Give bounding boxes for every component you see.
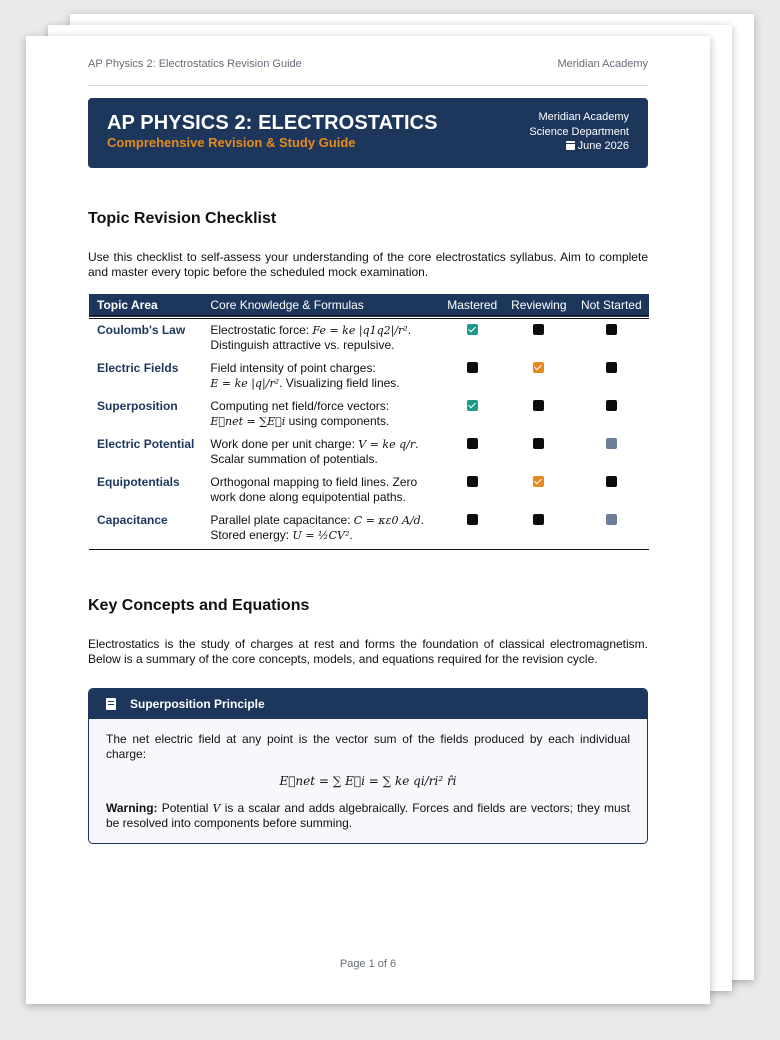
col-reviewing: Reviewing (504, 294, 574, 317)
topic-name: Superposition (97, 399, 178, 413)
banner-school: Meridian Academy (538, 111, 629, 123)
checklist-row (89, 317, 649, 357)
warning-variable: V (212, 802, 221, 815)
checked-checkbox-icon[interactable] (533, 476, 544, 487)
running-header (88, 56, 648, 86)
topic-name: Coulomb's Law (97, 323, 186, 337)
status-cell-reviewing (504, 357, 574, 395)
topic-description (202, 317, 440, 357)
description-line-1: Work done per unit charge: (210, 437, 359, 451)
book-icon (106, 698, 116, 710)
col-not-started: Not Started (574, 294, 649, 317)
status-cell-reviewing (504, 395, 574, 433)
topic-description (202, 433, 440, 471)
topic-description (202, 395, 440, 433)
superposition-box-body (106, 732, 630, 831)
col-topic-area: Topic Area (89, 294, 202, 317)
checklist-row (89, 471, 649, 509)
description-line-2: Stored energy: (210, 528, 293, 542)
checklist-row (89, 433, 649, 471)
checklist-row (89, 395, 649, 433)
checkbox-icon[interactable] (533, 324, 544, 335)
superposition-box-header (89, 689, 647, 719)
checklist-row (89, 509, 649, 550)
warning-pre: Potential (157, 801, 213, 815)
checklist-header-row (89, 294, 649, 317)
checkbox-icon[interactable] (606, 362, 617, 373)
formula: U = ½CV² (292, 529, 350, 542)
col-core-knowledge: Core Knowledge & Formulas (202, 294, 440, 317)
topic-name: Equipotentials (97, 475, 180, 489)
status-cell-mastered (440, 317, 504, 357)
status-cell-mastered (440, 357, 504, 395)
banner-meta (529, 110, 629, 154)
page-number: Page 1 of 6 (339, 958, 397, 970)
banner-subtitle: Comprehensive Revision & Study Guide (107, 135, 356, 150)
topic-description (202, 471, 440, 509)
concepts-intro: Electrostatics is the study of charges at rest and forms the foundation of classical electromagnetism. Below is a summary of the core concepts, models, and equations required for the revision cycle. (88, 637, 648, 666)
status-cell-mastered (440, 395, 504, 433)
status-cell-not-started (574, 509, 649, 550)
status-cell-reviewing (504, 509, 574, 550)
checkbox-icon[interactable] (467, 476, 478, 487)
checkbox-icon[interactable] (467, 362, 478, 373)
checked-checkbox-icon[interactable] (533, 362, 544, 373)
status-cell-not-started (574, 317, 649, 357)
description-line-1: Orthogonal mapping to field lines. Zero (210, 475, 418, 489)
formula: Fe = ke |q1q2|/r² (312, 324, 408, 337)
checkbox-icon[interactable] (533, 400, 544, 411)
description-line-2: Distinguish attractive vs. repulsive. (210, 338, 395, 352)
status-cell-reviewing (504, 317, 574, 357)
formula: C = κε0 A/d (353, 514, 421, 527)
status-cell-mastered (440, 471, 504, 509)
checkbox-icon[interactable] (606, 438, 617, 449)
title-banner (88, 98, 648, 168)
formula: E⃗net = ∑E⃗i (210, 415, 286, 428)
warning-text (106, 801, 630, 831)
checkbox-icon[interactable] (606, 400, 617, 411)
status-cell-mastered (440, 509, 504, 550)
description-line-2: using components. (285, 414, 390, 428)
checklist-body (89, 317, 649, 550)
description-punct: . (349, 528, 353, 542)
checklist-table (89, 294, 649, 550)
checklist-row (89, 357, 649, 395)
description-line-2: Scalar summation of potentials. (210, 452, 378, 466)
topic-name: Capacitance (89, 509, 202, 550)
checkbox-icon[interactable] (533, 514, 544, 525)
topic-description (202, 509, 440, 550)
status-cell-not-started (574, 357, 649, 395)
concepts-heading: Key Concepts and Equations (88, 597, 310, 614)
description-punct: . (415, 437, 419, 451)
checked-checkbox-icon[interactable] (467, 324, 478, 335)
running-header-school: Meridian Academy (557, 58, 648, 70)
description-line-2: . Visualizing field lines. (279, 376, 400, 390)
superposition-equation: E⃗net = ∑ E⃗i = ∑ ke qi/ri² r̂i (279, 774, 457, 788)
checklist-heading: Topic Revision Checklist (88, 210, 277, 227)
topic-name: Electric Fields (97, 361, 179, 375)
superposition-box (88, 688, 648, 844)
checklist-intro: Use this checklist to self-assess your understanding of the core electrostatics syllabus. Aim to complete and master every topic before the scheduled mock examination. (88, 250, 648, 279)
description-punct: . (407, 323, 412, 337)
checkbox-icon[interactable] (533, 438, 544, 449)
superposition-text: The net electric field at any point is the vector sum of the fields produced by each individual charge: (106, 732, 630, 761)
description-line-1: Electrostatic force: (210, 323, 313, 337)
description-line-1: Computing net field/force vectors: (210, 399, 390, 413)
checkbox-icon[interactable] (606, 514, 617, 525)
status-cell-not-started (574, 395, 649, 433)
status-cell-mastered (440, 433, 504, 471)
checkbox-icon[interactable] (606, 324, 617, 335)
running-header-title: AP Physics 2: Electrostatics Revision Guide (88, 58, 302, 70)
warning-post: is a scalar and adds algebraically. Forces and fields are vectors; they must be resolved into components before summing. (106, 801, 630, 830)
status-cell-reviewing (504, 433, 574, 471)
col-mastered: Mastered (440, 294, 504, 317)
superposition-box-title: Superposition Principle (130, 697, 265, 711)
checkbox-icon[interactable] (467, 514, 478, 525)
status-cell-reviewing (504, 471, 574, 509)
description-line-2: work done along equipotential paths. (210, 490, 406, 504)
checkbox-icon[interactable] (467, 438, 478, 449)
topic-description (202, 357, 440, 395)
banner-title: AP PHYSICS 2: ELECTROSTATICS (107, 112, 438, 134)
topic-name: Electric Potential (97, 437, 195, 451)
calendar-icon (566, 141, 575, 150)
description-line-1: Field intensity of point charges: (210, 361, 376, 375)
formula: E = ke |q|/r² (210, 377, 280, 390)
banner-department: Science Department (529, 125, 629, 138)
description-punct: . (420, 513, 425, 527)
status-cell-not-started (574, 471, 649, 509)
checked-checkbox-icon[interactable] (467, 400, 478, 411)
status-cell-not-started (574, 433, 649, 471)
warning-label: Warning: (106, 801, 158, 815)
description-line-1: Parallel plate capacitance: (210, 513, 354, 527)
banner-date-line (529, 139, 629, 154)
formula: V = ke q/r (358, 438, 416, 451)
checkbox-icon[interactable] (606, 476, 617, 487)
banner-date: June 2026 (577, 140, 629, 152)
document-page (26, 36, 710, 1004)
